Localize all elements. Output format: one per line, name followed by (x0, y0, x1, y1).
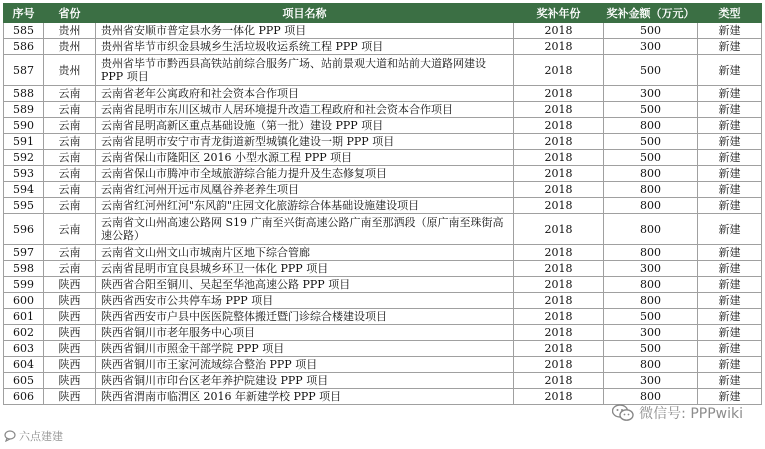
cell-type: 新建 (698, 277, 762, 293)
cell-province: 陕西 (44, 341, 96, 357)
wechat-watermark (612, 403, 743, 423)
cell-seq: 586 (4, 39, 44, 55)
cell-seq: 598 (4, 261, 44, 277)
cell-year: 2018 (514, 341, 604, 357)
cell-year: 2018 (514, 373, 604, 389)
header-year: 奖补年份 (514, 4, 604, 23)
table-row (4, 198, 762, 214)
cell-type: 新建 (698, 373, 762, 389)
cell-province: 云南 (44, 214, 96, 245)
cell-project-name: 陕西省铜川市老年服务中心项目 (96, 325, 514, 341)
cell-seq: 589 (4, 102, 44, 118)
table-row (4, 277, 762, 293)
cell-amount: 300 (604, 325, 698, 341)
table-body (4, 23, 762, 405)
cell-project-name: 陕西省铜川市照金干部学院 PPP 项目 (96, 341, 514, 357)
table-row (4, 23, 762, 39)
cell-amount: 300 (604, 373, 698, 389)
cell-project-name: 云南省昆明市东川区城市人居环境提升改造工程政府和社会资本合作项目 (96, 102, 514, 118)
cell-type: 新建 (698, 118, 762, 134)
cell-year: 2018 (514, 166, 604, 182)
cell-project-name: 云南省红河州开远市凤凰谷养老养生项目 (96, 182, 514, 198)
cell-amount: 300 (604, 86, 698, 102)
cell-amount: 500 (604, 55, 698, 86)
cell-province: 陕西 (44, 309, 96, 325)
cell-province: 云南 (44, 102, 96, 118)
cell-type: 新建 (698, 245, 762, 261)
header-province: 省份 (44, 4, 96, 23)
cell-project-name: 陕西省西安市户县中医医院整体搬迁暨门诊综合楼建设项目 (96, 309, 514, 325)
cell-year: 2018 (514, 86, 604, 102)
header-seq: 序号 (4, 4, 44, 23)
cell-province: 云南 (44, 166, 96, 182)
cell-seq: 591 (4, 134, 44, 150)
header-amount: 奖补金额（万元） (604, 4, 698, 23)
cell-amount: 500 (604, 134, 698, 150)
source-watermark-text: 六点建建 (19, 430, 63, 443)
cell-project-name: 云南省红河州红河"东风韵"庄园文化旅游综合体基础设施建设项目 (96, 198, 514, 214)
cell-province: 云南 (44, 150, 96, 166)
table-row (4, 261, 762, 277)
cell-amount: 300 (604, 39, 698, 55)
cell-type: 新建 (698, 341, 762, 357)
cell-province: 云南 (44, 134, 96, 150)
cell-province: 贵州 (44, 39, 96, 55)
cell-seq: 594 (4, 182, 44, 198)
cell-year: 2018 (514, 309, 604, 325)
cell-year: 2018 (514, 118, 604, 134)
cell-amount: 500 (604, 23, 698, 39)
cell-seq: 603 (4, 341, 44, 357)
cell-type: 新建 (698, 325, 762, 341)
cell-year: 2018 (514, 293, 604, 309)
table-row (4, 357, 762, 373)
table-header-row (4, 4, 762, 23)
cell-amount: 800 (604, 389, 698, 405)
cell-year: 2018 (514, 389, 604, 405)
cell-province: 陕西 (44, 325, 96, 341)
cell-type: 新建 (698, 357, 762, 373)
cell-year: 2018 (514, 357, 604, 373)
cell-amount: 800 (604, 293, 698, 309)
cell-seq: 592 (4, 150, 44, 166)
table-row (4, 134, 762, 150)
cell-project-name: 云南省昆明高新区重点基础设施（第一批）建设 PPP 项目 (96, 118, 514, 134)
source-watermark (4, 428, 63, 444)
table-row (4, 341, 762, 357)
cell-type: 新建 (698, 293, 762, 309)
cell-project-name: 陕西省西安市公共停车场 PPP 项目 (96, 293, 514, 309)
chat-bubble-icon (4, 430, 16, 442)
cell-year: 2018 (514, 214, 604, 245)
cell-year: 2018 (514, 150, 604, 166)
cell-seq: 606 (4, 389, 44, 405)
cell-project-name: 云南省保山市隆阳区 2016 小型水源工程 PPP 项目 (96, 150, 514, 166)
cell-province: 云南 (44, 198, 96, 214)
cell-type: 新建 (698, 182, 762, 198)
cell-seq: 585 (4, 23, 44, 39)
cell-project-name: 陕西省渭南市临渭区 2016 年新建学校 PPP 项目 (96, 389, 514, 405)
cell-amount: 800 (604, 277, 698, 293)
table-row (4, 214, 762, 245)
cell-project-name: 陕西省合阳至铜川、吴起至华池高速公路 PPP 项目 (96, 277, 514, 293)
table-row (4, 86, 762, 102)
cell-type: 新建 (698, 39, 762, 55)
cell-type: 新建 (698, 166, 762, 182)
cell-seq: 590 (4, 118, 44, 134)
wechat-icon (612, 404, 634, 422)
cell-type: 新建 (698, 389, 762, 405)
table-row (4, 166, 762, 182)
cell-province: 云南 (44, 86, 96, 102)
cell-seq: 587 (4, 55, 44, 86)
cell-project-name: 云南省保山市腾冲市全域旅游综合能力提升及生态修复项目 (96, 166, 514, 182)
cell-project-name: 云南省文山州文山市城南片区地下综合管廊 (96, 245, 514, 261)
cell-amount: 800 (604, 214, 698, 245)
cell-year: 2018 (514, 277, 604, 293)
cell-year: 2018 (514, 245, 604, 261)
cell-seq: 597 (4, 245, 44, 261)
cell-amount: 500 (604, 150, 698, 166)
header-type: 类型 (698, 4, 762, 23)
cell-amount: 800 (604, 198, 698, 214)
cell-amount: 800 (604, 245, 698, 261)
cell-province: 陕西 (44, 389, 96, 405)
cell-amount: 800 (604, 118, 698, 134)
cell-project-name: 云南省昆明市宜良县城乡环卫一体化 PPP 项目 (96, 261, 514, 277)
cell-year: 2018 (514, 182, 604, 198)
cell-year: 2018 (514, 23, 604, 39)
cell-type: 新建 (698, 261, 762, 277)
cell-amount: 300 (604, 261, 698, 277)
cell-seq: 596 (4, 214, 44, 245)
cell-seq: 604 (4, 357, 44, 373)
cell-year: 2018 (514, 134, 604, 150)
cell-amount: 800 (604, 357, 698, 373)
table-row (4, 102, 762, 118)
cell-year: 2018 (514, 39, 604, 55)
cell-province: 陕西 (44, 293, 96, 309)
cell-year: 2018 (514, 325, 604, 341)
cell-seq: 595 (4, 198, 44, 214)
cell-seq: 593 (4, 166, 44, 182)
cell-amount: 800 (604, 182, 698, 198)
table-row (4, 118, 762, 134)
cell-project-name: 陕西省铜川市王家河流域综合整治 PPP 项目 (96, 357, 514, 373)
cell-type: 新建 (698, 214, 762, 245)
cell-project-name: 云南省文山州高速公路网 S19 广南至兴街高速公路广南至那洒段（原广南至珠街高速公路） (96, 214, 514, 245)
table-row (4, 39, 762, 55)
table-row (4, 325, 762, 341)
cell-type: 新建 (698, 55, 762, 86)
cell-seq: 602 (4, 325, 44, 341)
cell-project-name: 贵州省安顺市普定县水务一体化 PPP 项目 (96, 23, 514, 39)
table-row (4, 150, 762, 166)
cell-seq: 601 (4, 309, 44, 325)
cell-province: 贵州 (44, 55, 96, 86)
cell-type: 新建 (698, 198, 762, 214)
table-row (4, 245, 762, 261)
wechat-watermark-text: 微信号: PPPwiki (639, 406, 743, 422)
cell-seq: 605 (4, 373, 44, 389)
cell-province: 云南 (44, 118, 96, 134)
table-row (4, 309, 762, 325)
cell-amount: 500 (604, 341, 698, 357)
cell-amount: 800 (604, 166, 698, 182)
cell-type: 新建 (698, 86, 762, 102)
cell-amount: 500 (604, 102, 698, 118)
cell-type: 新建 (698, 134, 762, 150)
table-row (4, 55, 762, 86)
cell-project-name: 云南省老年公寓政府和社会资本合作项目 (96, 86, 514, 102)
cell-province: 云南 (44, 261, 96, 277)
cell-seq: 588 (4, 86, 44, 102)
cell-amount: 500 (604, 309, 698, 325)
cell-province: 陕西 (44, 277, 96, 293)
cell-year: 2018 (514, 261, 604, 277)
cell-year: 2018 (514, 102, 604, 118)
cell-province: 贵州 (44, 23, 96, 39)
cell-project-name: 贵州省毕节市织金县城乡生活垃圾收运系统工程 PPP 项目 (96, 39, 514, 55)
table-row (4, 182, 762, 198)
table-row (4, 293, 762, 309)
project-table (3, 3, 762, 405)
cell-type: 新建 (698, 102, 762, 118)
cell-project-name: 云南省昆明市安宁市青龙街道新型城镇化建设一期 PPP 项目 (96, 134, 514, 150)
cell-province: 陕西 (44, 373, 96, 389)
cell-province: 陕西 (44, 357, 96, 373)
cell-project-name: 陕西省铜川市印台区老年养护院建设 PPP 项目 (96, 373, 514, 389)
cell-year: 2018 (514, 55, 604, 86)
cell-type: 新建 (698, 23, 762, 39)
cell-seq: 600 (4, 293, 44, 309)
cell-type: 新建 (698, 309, 762, 325)
cell-project-name: 贵州省毕节市黔西县高铁站前综合服务广场、站前景观大道和站前大道路网建设 PPP 项目 (96, 55, 514, 86)
cell-type: 新建 (698, 150, 762, 166)
cell-year: 2018 (514, 198, 604, 214)
table-row (4, 373, 762, 389)
cell-seq: 599 (4, 277, 44, 293)
cell-province: 云南 (44, 245, 96, 261)
header-project: 项目名称 (96, 4, 514, 23)
cell-province: 云南 (44, 182, 96, 198)
